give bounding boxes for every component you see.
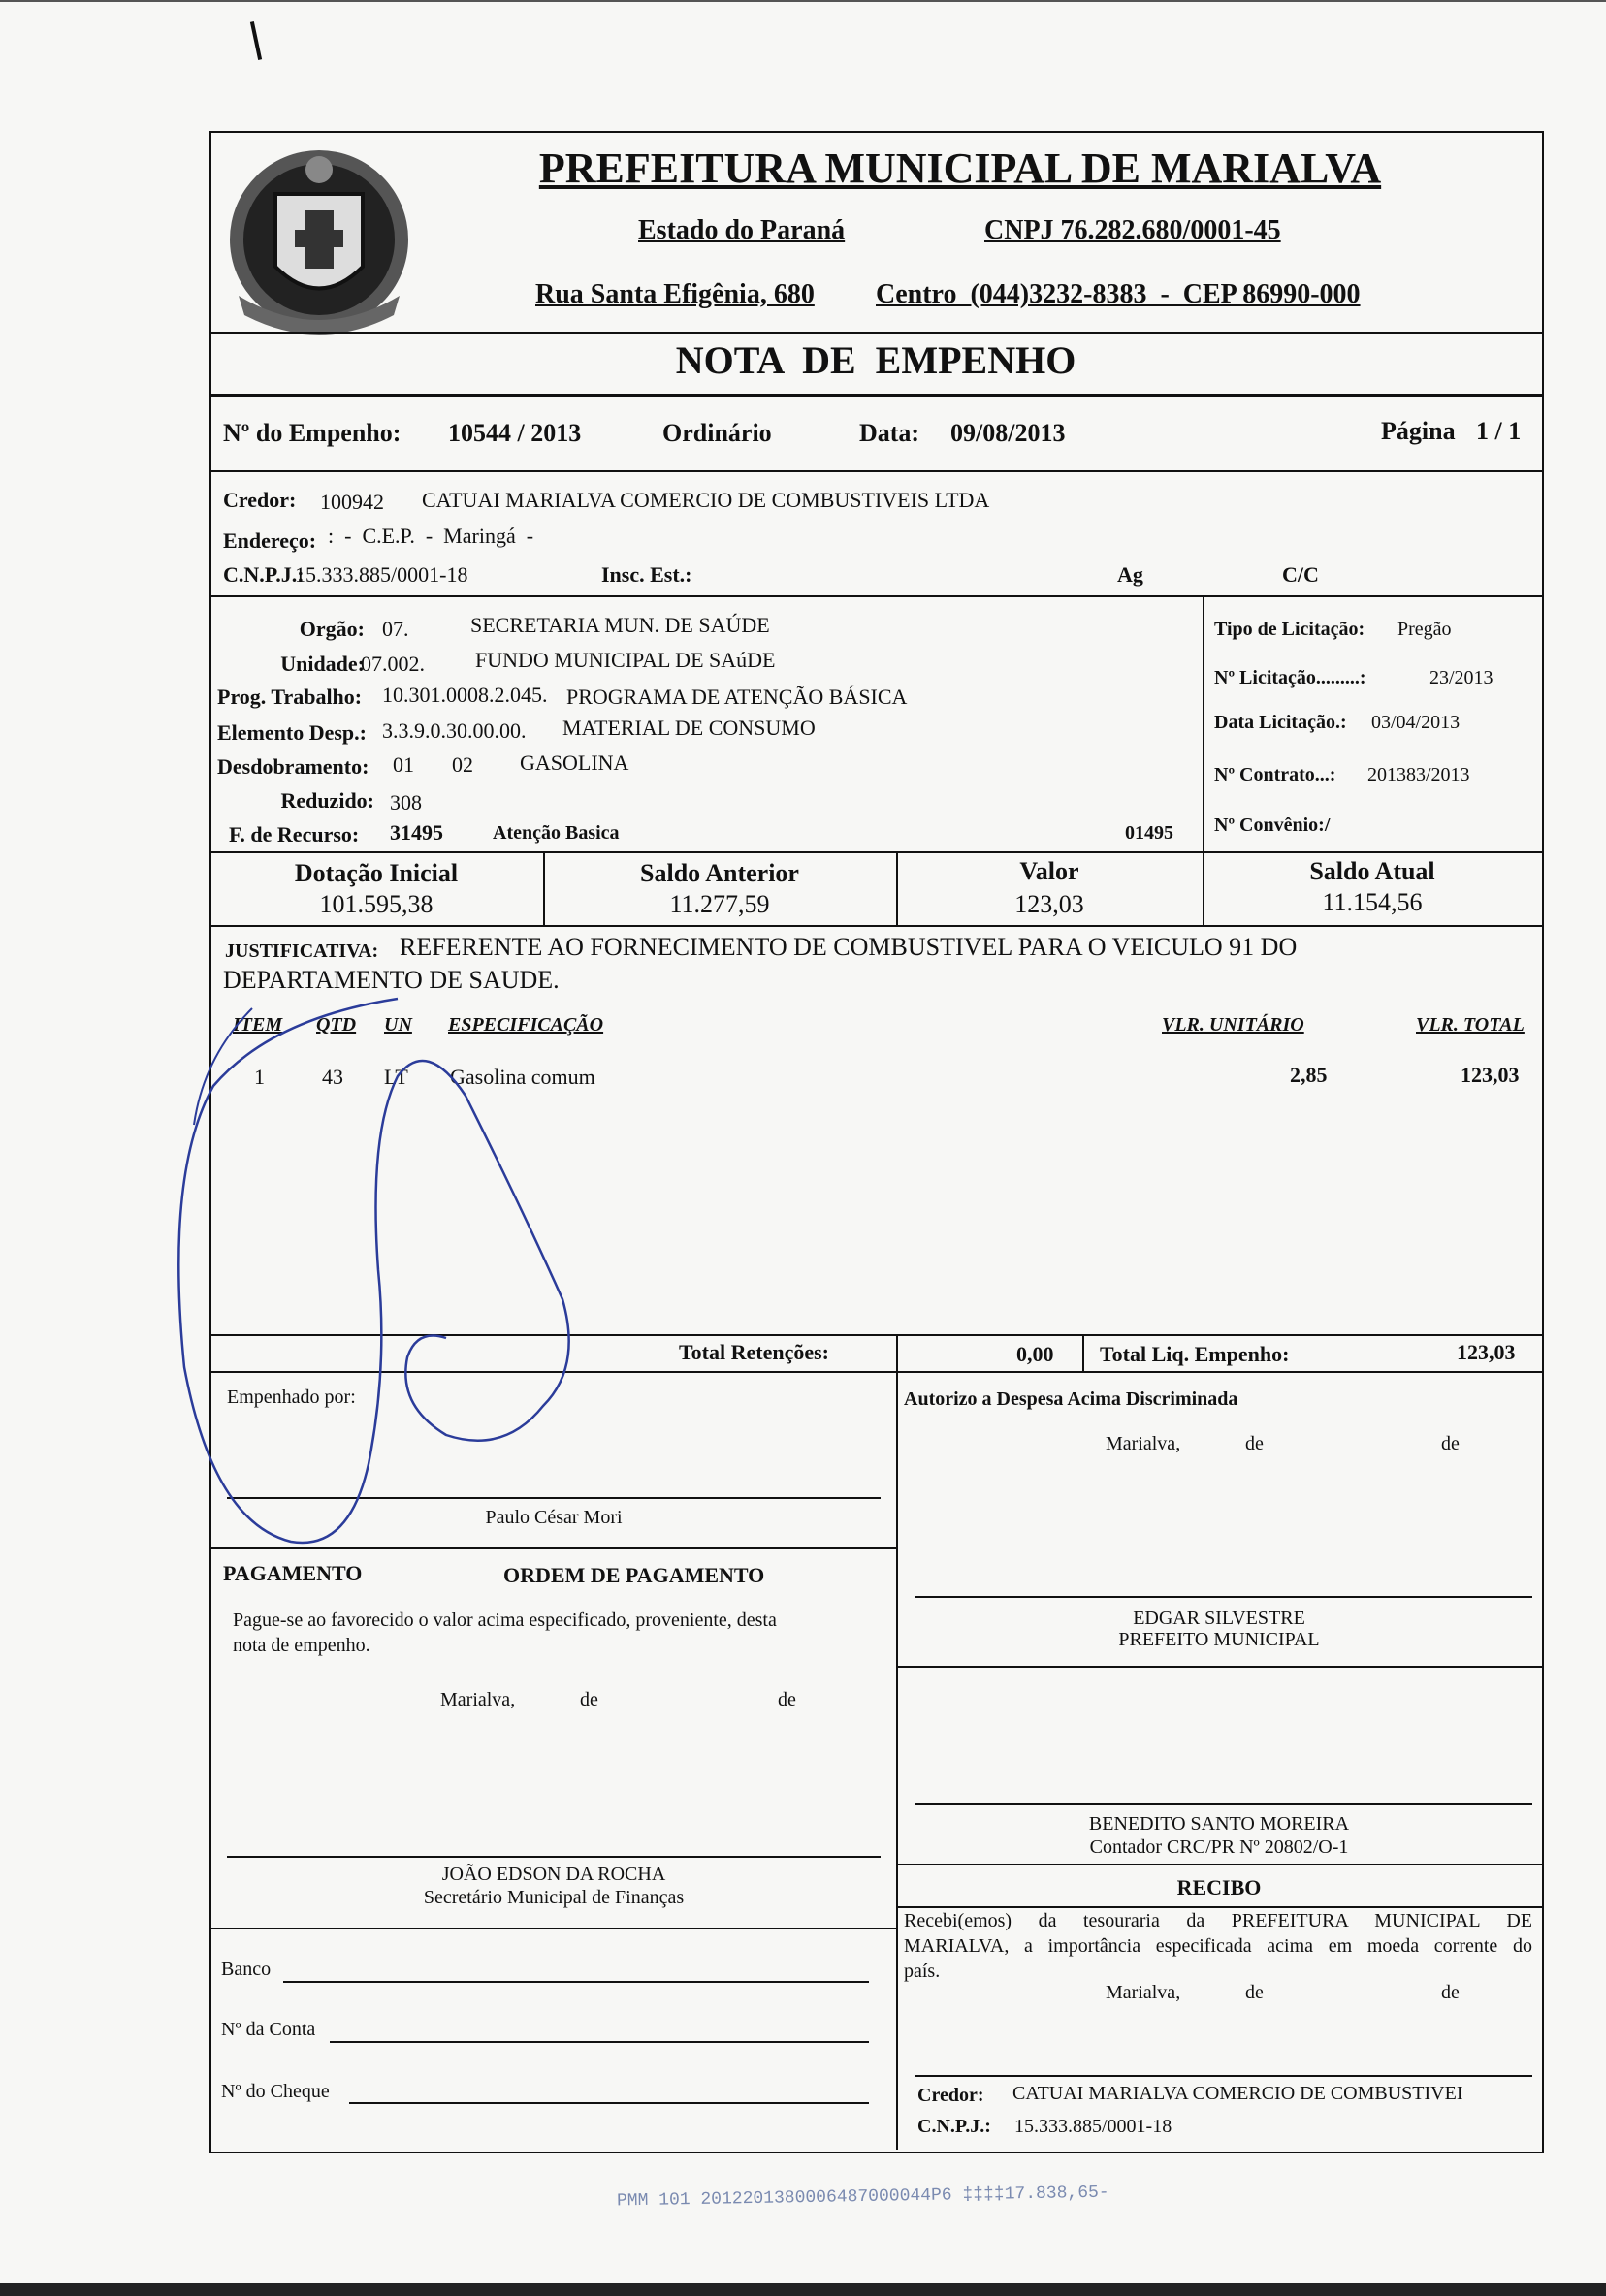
col-header-qtd: QTD bbox=[316, 1014, 357, 1036]
saldo-anterior-label: Saldo Anterior bbox=[640, 859, 799, 887]
item-unit-value: 2,85 bbox=[1290, 1063, 1328, 1087]
punch-mark bbox=[250, 21, 262, 60]
fonte-recurso-name: Atenção Basica bbox=[493, 822, 620, 844]
fonte-recurso-value: 31495 bbox=[390, 820, 443, 845]
valor-value: 123,03 bbox=[1014, 890, 1084, 918]
conta-field-line bbox=[330, 2041, 869, 2043]
desdobramento-name: GASOLINA bbox=[520, 750, 629, 775]
pague-de2: de bbox=[778, 1689, 796, 1710]
contador-name: BENEDITO SANTO MOREIRA bbox=[1088, 1813, 1350, 1834]
autorizo-de2: de bbox=[1441, 1433, 1460, 1454]
recibo-cnpj-value: 15.333.885/0001-18 bbox=[1014, 2116, 1172, 2137]
desdobramento-label: Desdobramento: bbox=[217, 754, 369, 779]
street-address: Rua Santa Efigênia, 680 bbox=[535, 279, 815, 309]
convenio-label: Nº Convênio:/ bbox=[1214, 814, 1331, 836]
tipo-licitacao-label: Tipo de Licitação: bbox=[1214, 619, 1365, 640]
recibo-text-line2: MARIALVA, a importância especificada acima em moeda corrente do bbox=[904, 1935, 1532, 1957]
item-number: 1 bbox=[254, 1065, 265, 1089]
total-liquido-label: Total Liq. Empenho: bbox=[1100, 1342, 1290, 1366]
page-number: 1 / 1 bbox=[1476, 417, 1522, 445]
address-label: Endereço: bbox=[223, 528, 317, 553]
empenho-date: 09/08/2013 bbox=[950, 419, 1066, 447]
recibo-title: RECIBO bbox=[1176, 1875, 1262, 1899]
col-header-un: UN bbox=[384, 1014, 412, 1036]
divider bbox=[896, 1334, 898, 1371]
recibo-text-line3: país. bbox=[904, 1961, 941, 1982]
autorizo-de1: de bbox=[1245, 1433, 1264, 1454]
divider bbox=[209, 595, 1542, 597]
recibo-credor-name: CATUAI MARIALVA COMERCIO DE COMBUSTIVEI bbox=[1012, 2083, 1463, 2104]
handwritten-pen-mark bbox=[155, 979, 621, 1580]
empenho-number: 10544 / 2013 bbox=[448, 419, 582, 447]
recibo-credor-label: Credor: bbox=[917, 2085, 984, 2106]
fonte-recurso-label: F. de Recurso: bbox=[229, 822, 360, 846]
banco-label: Banco bbox=[221, 1959, 272, 1980]
empenho-number-label: Nº do Empenho: bbox=[223, 419, 402, 447]
signature-line bbox=[227, 1856, 881, 1858]
signature-line bbox=[915, 1803, 1532, 1805]
desdobramento-b: 02 bbox=[452, 752, 473, 777]
unidade-code: 07.002. bbox=[361, 652, 425, 676]
printed-stamp: PMM 101 2012201380006487000044P6 ‡‡‡‡17.838,65- bbox=[616, 2183, 1109, 2212]
pague-de1: de bbox=[580, 1689, 598, 1710]
divider bbox=[209, 470, 1542, 472]
elemento-code: 3.3.9.0.30.00.00. bbox=[382, 718, 527, 743]
fonte-recurso-code: 01495 bbox=[1125, 822, 1173, 844]
prefeito-title: PREFEITO MUNICIPAL bbox=[1118, 1629, 1320, 1650]
orgao-name: SECRETARIA MUN. DE SAÚDE bbox=[470, 613, 770, 637]
document-title: NOTA DE EMPENHO bbox=[675, 338, 1076, 382]
empenhado-por-label: Empenhado por: bbox=[227, 1387, 356, 1408]
creditor-name: CATUAI MARIALVA COMERCIO DE COMBUSTIVEIS LTDA bbox=[422, 488, 990, 512]
divider bbox=[896, 1864, 1542, 1866]
date-label: Data: bbox=[859, 419, 920, 447]
data-licitacao-value: 03/04/2013 bbox=[1371, 712, 1461, 733]
dotacao-value: 101.595,38 bbox=[319, 890, 434, 918]
recibo-city: Marialva, bbox=[1106, 1982, 1181, 2003]
recibo-de2: de bbox=[1441, 1982, 1460, 2003]
conta-label: Nº da Conta bbox=[221, 2019, 316, 2040]
reduzido-value: 308 bbox=[390, 790, 422, 814]
data-licitacao-label: Data Licitação.: bbox=[1214, 712, 1347, 733]
divider bbox=[209, 925, 1542, 927]
num-licitacao-value: 23/2013 bbox=[1429, 667, 1494, 688]
autorizo-city: Marialva, bbox=[1106, 1433, 1181, 1454]
total-retencoes-value: 0,00 bbox=[1016, 1342, 1054, 1366]
recibo-de1: de bbox=[1245, 1982, 1264, 2003]
ordem-pagamento-label: ORDEM DE PAGAMENTO bbox=[503, 1563, 765, 1587]
prog-trabalho-name: PROGRAMA DE ATENÇÃO BÁSICA bbox=[566, 685, 908, 709]
valor-label: Valor bbox=[1019, 857, 1079, 885]
cheque-field-line bbox=[349, 2102, 869, 2104]
creditor-code: 100942 bbox=[320, 490, 384, 514]
page-title: PREFEITURA MUNICIPAL DE MARIALVA bbox=[538, 144, 1382, 192]
signature-line bbox=[915, 1596, 1532, 1598]
col-header-unit-value: VLR. UNITÁRIO bbox=[1162, 1014, 1304, 1036]
num-licitacao-label: Nº Licitação.........: bbox=[1214, 667, 1366, 688]
divider bbox=[896, 1906, 1542, 1908]
prefecture-cnpj: CNPJ 76.282.680/0001-45 bbox=[984, 215, 1281, 245]
elemento-label: Elemento Desp.: bbox=[217, 720, 367, 745]
col-header-spec: ESPECIFICAÇÃO bbox=[448, 1014, 604, 1036]
saldo-atual-value: 11.154,56 bbox=[1322, 888, 1423, 916]
coat-of-arms-seal bbox=[219, 141, 419, 339]
item-total-value: 123,03 bbox=[1461, 1063, 1520, 1087]
page-label: Página bbox=[1381, 417, 1456, 445]
total-retencoes-label: Total Retenções: bbox=[679, 1340, 829, 1364]
elemento-name: MATERIAL DE CONSUMO bbox=[562, 716, 816, 740]
creditor-cnpj-label: C.N.P.J.: bbox=[223, 562, 305, 587]
item-un: LT bbox=[384, 1065, 408, 1089]
contrato-label: Nº Contrato...: bbox=[1214, 764, 1336, 785]
prog-trabalho-label: Prog. Trabalho: bbox=[217, 685, 363, 709]
prefeito-name: EDGAR SILVESTRE bbox=[1133, 1608, 1305, 1629]
desdobramento-a: 01 bbox=[393, 752, 414, 777]
recibo-cnpj-label: C.N.P.J.: bbox=[917, 2116, 991, 2137]
total-liquido-value: 123,03 bbox=[1457, 1340, 1516, 1364]
insc-est-label: Insc. Est.: bbox=[601, 562, 692, 587]
scan-bottom-edge bbox=[0, 2283, 1606, 2296]
item-spec: Gasolina comum bbox=[450, 1065, 595, 1089]
cheque-label: Nº do Cheque bbox=[221, 2081, 330, 2102]
signature-line bbox=[915, 2075, 1532, 2077]
divider bbox=[209, 1928, 898, 1929]
contador-title: Contador CRC/PR Nº 20802/O-1 bbox=[1089, 1836, 1349, 1858]
divider bbox=[1082, 1334, 1084, 1371]
divider bbox=[896, 1666, 1542, 1668]
empenhado-por-name: Paulo César Mori bbox=[485, 1507, 623, 1528]
creditor-address: : - C.E.P. - Maringá - bbox=[328, 524, 534, 548]
orgao-label: Orgão: bbox=[299, 617, 365, 641]
creditor-cnpj: 15.333.885/0001-18 bbox=[295, 562, 468, 587]
saldo-anterior-value: 11.277,59 bbox=[669, 890, 770, 918]
orgao-code: 07. bbox=[382, 617, 409, 641]
divider bbox=[1203, 595, 1204, 851]
state-label: Estado do Paraná bbox=[638, 215, 846, 245]
unidade-label: Unidade: bbox=[280, 652, 365, 676]
col-header-item: ITEM bbox=[233, 1014, 283, 1036]
divider bbox=[209, 394, 1542, 397]
divider bbox=[896, 1371, 898, 2150]
account-label: C/C bbox=[1282, 562, 1319, 587]
col-header-total-value: VLR. TOTAL bbox=[1416, 1014, 1525, 1036]
justificativa-text-line1: REFERENTE AO FORNECIMENTO DE COMBUSTIVEL PARA O VEICULO 91 DO bbox=[400, 933, 1298, 961]
pague-text-line2: nota de empenho. bbox=[233, 1635, 370, 1656]
recibo-text-line1: Recebi(emos) da tesouraria da PREFEITURA MUNICIPAL DE bbox=[904, 1910, 1532, 1931]
reduzido-label: Reduzido: bbox=[280, 788, 374, 813]
scan-top-edge bbox=[0, 0, 1606, 2]
secretario-name: JOÃO EDSON DA ROCHA bbox=[441, 1864, 666, 1885]
autorizo-text: Autorizo a Despesa Acima Discriminada bbox=[904, 1388, 1238, 1410]
tipo-licitacao-value: Pregão bbox=[1397, 619, 1452, 640]
pague-city: Marialva, bbox=[440, 1689, 516, 1710]
empenho-type: Ordinário bbox=[662, 419, 772, 447]
pague-text-line1: Pague-se ao favorecido o valor acima especificado, proveniente, desta bbox=[233, 1610, 777, 1631]
divider bbox=[209, 332, 1542, 334]
prog-trabalho-code: 10.301.0008.2.045. bbox=[382, 683, 548, 707]
divider bbox=[209, 851, 1542, 853]
banco-field-line bbox=[283, 1981, 869, 1983]
creditor-label: Credor: bbox=[223, 488, 297, 512]
justificativa-text-line2: DEPARTAMENTO DE SAUDE. bbox=[223, 966, 560, 994]
district-phone-cep: Centro (044)3232-8383 - CEP 86990-000 bbox=[876, 279, 1361, 309]
agency-label: Ag bbox=[1117, 562, 1143, 587]
unidade-name: FUNDO MUNICIPAL DE SAúDE bbox=[475, 648, 776, 672]
item-qtd: 43 bbox=[322, 1065, 343, 1089]
justificativa-label: JUSTIFICATIVA: bbox=[225, 941, 379, 962]
saldo-atual-label: Saldo Atual bbox=[1309, 857, 1435, 885]
dotacao-label: Dotação Inicial bbox=[294, 859, 459, 887]
secretario-title: Secretário Municipal de Finanças bbox=[423, 1887, 685, 1908]
pagamento-label: PAGAMENTO bbox=[223, 1561, 363, 1585]
contrato-value: 201383/2013 bbox=[1367, 764, 1470, 785]
